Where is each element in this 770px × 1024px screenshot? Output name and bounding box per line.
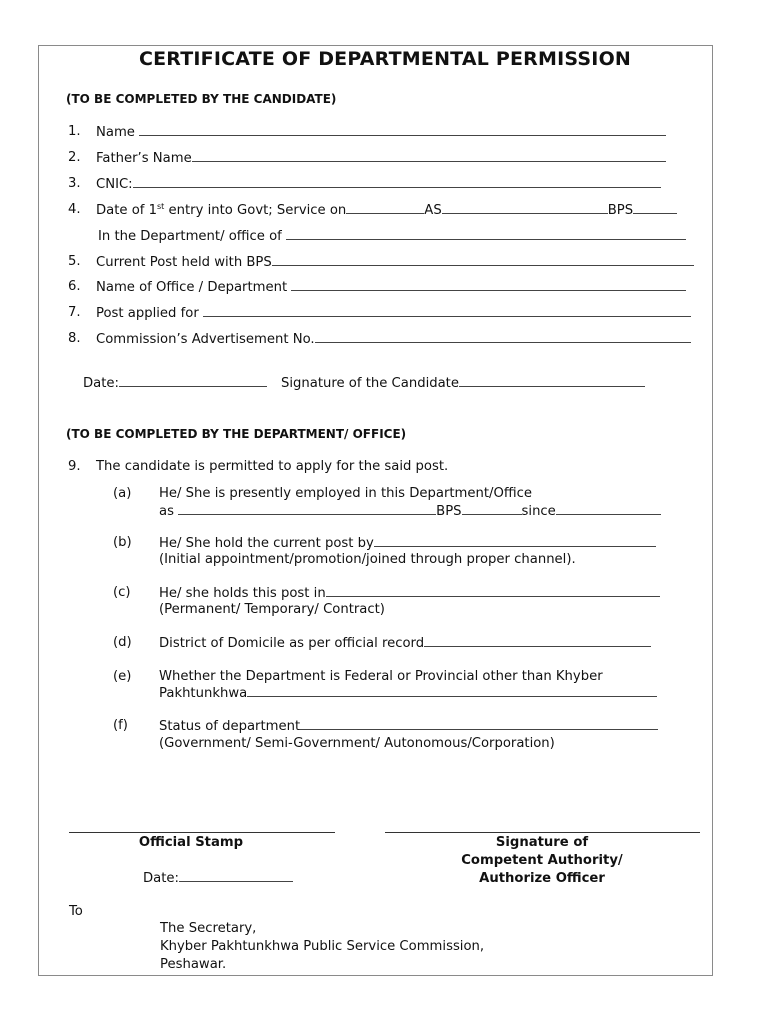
subitem-e-letter: (e) — [113, 669, 132, 684]
post-applied-row[interactable] — [96, 305, 691, 321]
competent-authority-signature — [432, 834, 652, 888]
signature-line-1: Signature of — [495, 835, 589, 850]
item-3-number: 3. — [68, 176, 81, 191]
cnic-field-line[interactable] — [133, 176, 661, 188]
subitem-f-options: (Government/ Semi-Government/ Autonomous/Corporation) — [159, 736, 555, 751]
current-post-row[interactable] — [96, 254, 694, 270]
department-section-heading: (TO BE COMPLETED BY THE DEPARTMENT/ OFFICE) — [66, 427, 407, 441]
employed-as-row[interactable] — [159, 503, 661, 519]
as-label: AS — [424, 203, 442, 218]
employed-as-label: as — [159, 504, 174, 519]
subitem-b-options: (Initial appointment/promotion/joined through proper channel). — [159, 552, 576, 567]
stamp-date-field-line[interactable] — [179, 870, 293, 882]
name-field-row[interactable] — [96, 124, 666, 140]
current-post-by-label: He/ She hold the current post by — [159, 536, 374, 551]
post-applied-field-line[interactable] — [203, 305, 691, 317]
employed-since-label: since — [521, 504, 556, 519]
name-label: Name — [96, 125, 135, 140]
federal-provincial-row[interactable] — [159, 685, 657, 701]
holds-post-field-line[interactable] — [326, 585, 660, 597]
domicile-field-line[interactable] — [424, 635, 651, 647]
page-title: CERTIFICATE OF DEPARTMENTAL PERMISSION — [138, 48, 632, 70]
candidate-date-field-line[interactable] — [119, 375, 267, 387]
address-line-1: The Secretary, — [160, 921, 257, 936]
entry-date-label-a: Date of 1 — [96, 203, 158, 218]
govt-entry-row[interactable] — [96, 202, 677, 218]
father-name-row[interactable] — [96, 150, 666, 166]
employed-bps-label: BPS — [436, 504, 462, 519]
department-office-field-line[interactable] — [286, 228, 686, 240]
to-label: To — [69, 904, 83, 919]
subitem-e-text: Whether the Department is Federal or Provincial other than Khyber — [159, 669, 603, 684]
item-6-number: 6. — [68, 279, 81, 294]
department-status-label: Status of department — [159, 719, 301, 734]
father-name-field-line[interactable] — [192, 150, 666, 162]
advertisement-label: Commission’s Advertisement No. — [96, 332, 315, 347]
address-line-3: Peshawar. — [160, 957, 227, 972]
item-4-number: 4. — [68, 202, 81, 217]
item-5-number: 5. — [68, 254, 81, 269]
candidate-signature-field-line[interactable] — [459, 375, 645, 387]
stamp-date-label: Date: — [143, 871, 179, 886]
department-status-row[interactable] — [159, 718, 658, 734]
entry-date-label-sup: st — [157, 202, 165, 211]
bps-field-line[interactable] — [633, 202, 677, 214]
address-block — [160, 920, 484, 974]
federal-provincial-label: Pakhtunkhwa — [159, 686, 248, 701]
stamp-rule — [69, 832, 335, 833]
department-status-field-line[interactable] — [300, 718, 658, 730]
domicile-label: District of Domicile as per official record — [159, 636, 425, 651]
signature-line-2: Competent Authority/ — [461, 853, 623, 868]
employed-bps-field-line[interactable] — [462, 503, 522, 515]
father-name-label: Father’s Name — [96, 151, 192, 166]
advertisement-row[interactable] — [96, 331, 691, 347]
candidate-date-row[interactable] — [83, 375, 267, 391]
item-9-number: 9. — [68, 459, 81, 474]
signature-rule[interactable] — [385, 832, 700, 833]
office-name-row[interactable] — [96, 279, 686, 295]
signature-line-3: Authorize Officer — [479, 871, 605, 886]
subitem-c-letter: (c) — [113, 585, 131, 600]
candidate-signature-row[interactable] — [281, 375, 645, 391]
subitem-c-options: (Permanent/ Temporary/ Contract) — [159, 602, 385, 617]
item-7-number: 7. — [68, 305, 81, 320]
employed-since-field-line[interactable] — [556, 503, 661, 515]
entry-date-label-b: entry into Govt; Service on — [164, 203, 347, 218]
name-field-line[interactable] — [139, 124, 666, 136]
office-name-label: Name of Office / Department — [96, 280, 288, 295]
as-field-line[interactable] — [442, 202, 608, 214]
subitem-a-letter: (a) — [113, 486, 132, 501]
item-2-number: 2. — [68, 150, 81, 165]
current-post-label: Current Post held with BPS — [96, 255, 272, 270]
subitem-b-letter: (b) — [113, 535, 132, 550]
federal-provincial-field-line[interactable] — [247, 685, 657, 697]
advertisement-field-line[interactable] — [315, 331, 691, 343]
candidate-section-heading: (TO BE COMPLETED BY THE CANDIDATE) — [66, 92, 337, 106]
department-office-row[interactable] — [98, 228, 686, 244]
holds-post-label: He/ she holds this post in — [159, 586, 326, 601]
item-8-number: 8. — [68, 331, 81, 346]
office-name-field-line[interactable] — [291, 279, 686, 291]
item-9-text: The candidate is permitted to apply for the said post. — [96, 459, 449, 474]
cnic-row[interactable] — [96, 176, 661, 192]
holds-post-row[interactable] — [159, 585, 660, 601]
subitem-a-text: He/ She is presently employed in this Department/Office — [159, 486, 532, 501]
department-office-label: In the Department/ office of — [98, 229, 282, 244]
stamp-date-row[interactable] — [143, 870, 293, 886]
candidate-date-label: Date: — [83, 376, 119, 391]
subitem-d-letter: (d) — [113, 635, 132, 650]
address-line-2: Khyber Pakhtunkhwa Public Service Commission, — [160, 939, 485, 954]
employed-as-field-line[interactable] — [178, 503, 436, 515]
domicile-row[interactable] — [159, 635, 651, 651]
candidate-signature-label: Signature of the Candidate — [281, 376, 459, 391]
item-1 — [68, 124, 81, 139]
item-number: 1. — [68, 124, 81, 139]
official-stamp-label: Official Stamp — [138, 835, 244, 850]
current-post-by-field-line[interactable] — [374, 535, 656, 547]
subitem-f-letter: (f) — [113, 718, 128, 733]
entry-date-field-line[interactable] — [346, 202, 424, 214]
bps-label: BPS — [607, 203, 634, 218]
post-applied-label: Post applied for — [96, 306, 199, 321]
current-post-by-row[interactable] — [159, 535, 656, 551]
cnic-label: CNIC: — [96, 177, 133, 192]
current-post-field-line[interactable] — [272, 254, 694, 266]
